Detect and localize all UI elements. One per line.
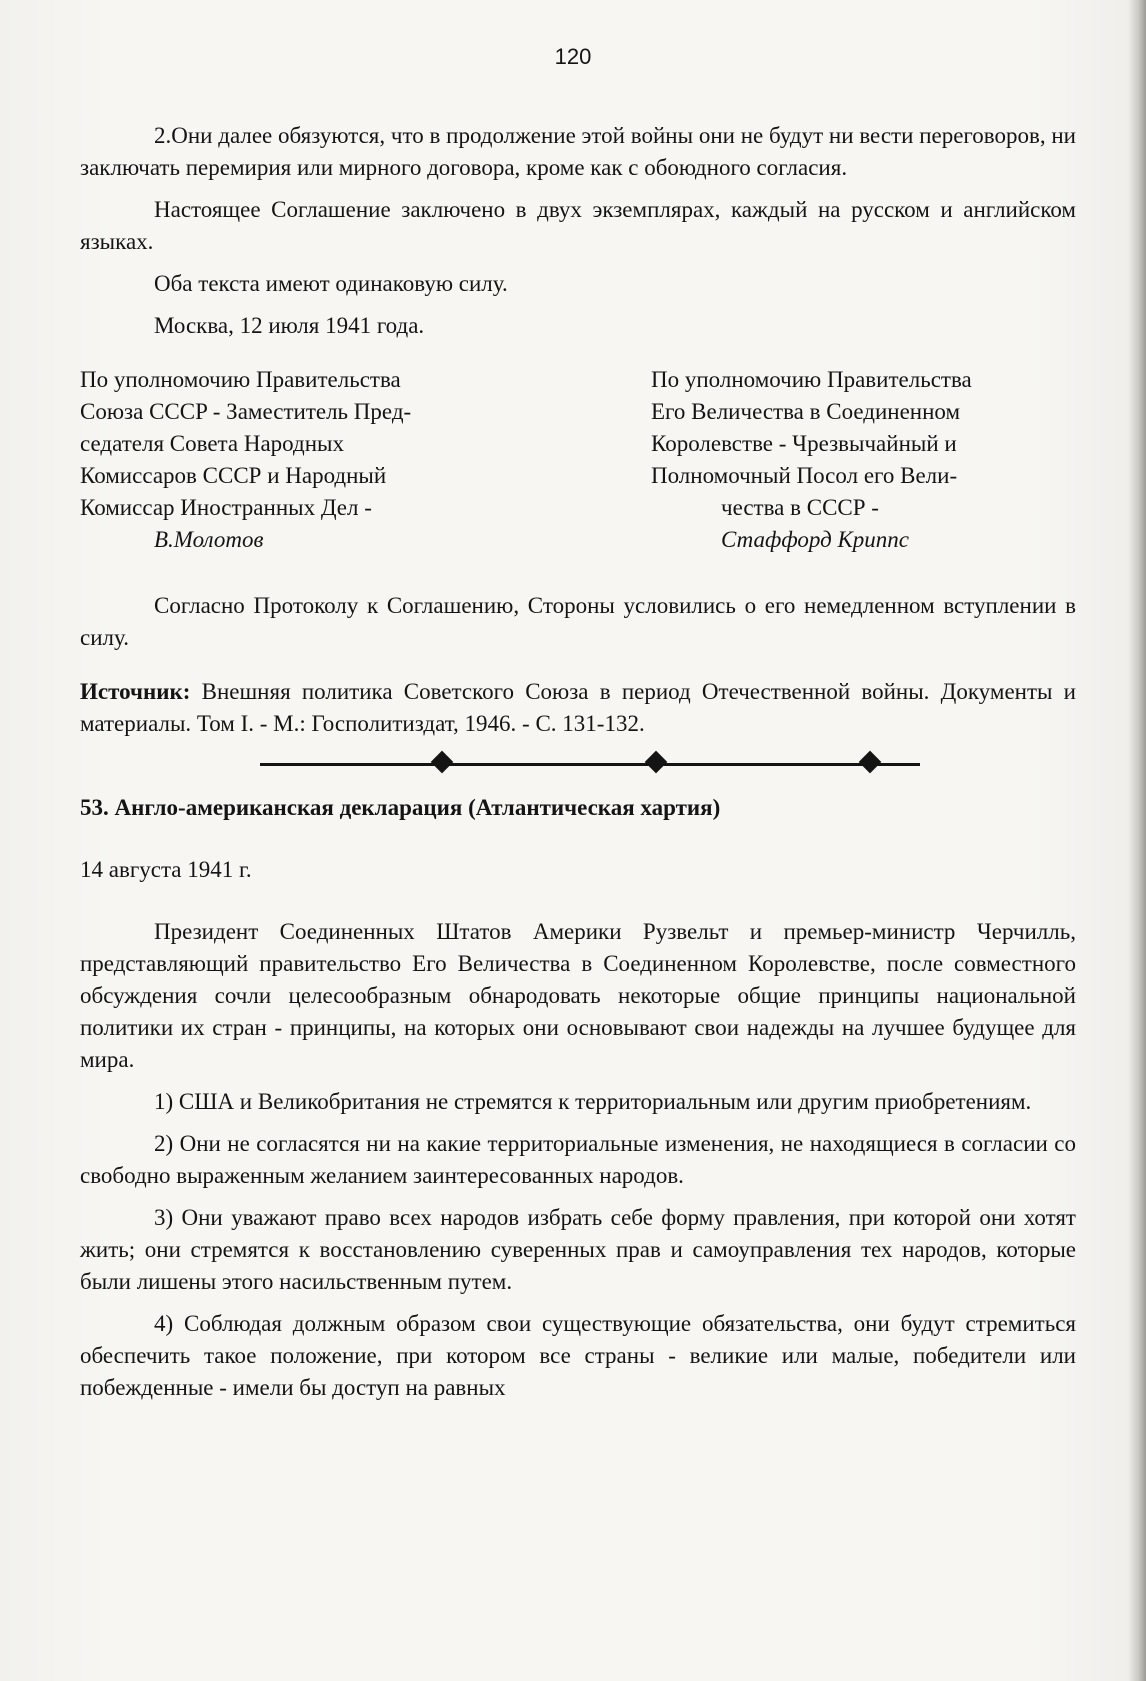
paragraph-point-1: 1) США и Великобритания не стремятся к территориальным или другим приобретениям.: [154, 1089, 1032, 1114]
paragraph-place-date: Москва, 12 июля 1941 года.: [154, 313, 425, 338]
signature-left-line: Комиссар Иностранных Дел -: [80, 495, 372, 520]
source-citation: [80, 676, 1076, 740]
divider-diamond-icon: [431, 751, 454, 774]
paragraph-protocol: Согласно Протоколу к Соглашению, Стороны условились о его немедленном вступлении в силу.: [80, 593, 1076, 650]
signature-left-line: Комиссаров СССР и Народный: [80, 463, 387, 488]
page-edge-shadow: [1128, 0, 1146, 1681]
signature-left-line: седателя Совета Народных: [80, 431, 344, 456]
signature-block: [80, 364, 1076, 556]
paragraph-preamble: Президент Соединенных Штатов Америки Рузвельт и премьер-министр Черчилль, представляющий правительство Его Величества в Соединенном Королевстве, после совместного обсуждения сочли целесообразным обнародовать некоторые общие принципы национальной политики их стран - принципы, на которых они основывают свои надежды на лучшее будущее для мира.: [80, 919, 1076, 1072]
divider-diamond-icon: [859, 751, 882, 774]
page-number: 120: [554, 44, 592, 69]
paragraph-equal-force: Оба текста имеют одинаковую силу.: [154, 271, 508, 296]
signature-right-line: Королевстве - Чрезвычайный и: [651, 431, 957, 456]
paragraph-point-3: 3) Они уважают право всех народов избрать себе форму правления, при которой они хотят жить; они стремятся к восстановлению суверенных прав и самоуправления тех народов, которые были лишены этого насильственным путем.: [80, 1205, 1076, 1294]
signature-left: [80, 364, 530, 556]
paragraph-obligations: 2.Они далее обязуются, что в продолжение этой войны они не будут ни вести переговоров, ни заключать перемирия или мирного договора, кроме как с обоюдного согласия.: [80, 123, 1076, 180]
signature-right-line: Полномочный Посол его Вели-: [651, 463, 958, 488]
section-date: 14 августа 1941 г.: [80, 857, 252, 882]
divider-rule: [260, 763, 920, 766]
document-body: [80, 120, 1076, 1404]
paragraph-point-4: 4) Соблюдая должным образом свои существующие обязательства, они будут стремиться обеспечить такое положение, при котором все страны - великие или малые, победители или побежденные - имели бы доступ на равных: [80, 1311, 1076, 1400]
section-title: 53. Англо-американская декларация (Атлантическая хартия): [80, 795, 721, 820]
divider-diamond-icon: [645, 751, 668, 774]
signature-right: [651, 364, 1076, 556]
signatory-molotov: В.Молотов: [154, 527, 264, 552]
signatory-cripps: Стаффорд Криппс: [721, 527, 909, 552]
paragraph-point-2: 2) Они не согласятся ни на какие территориальные изменения, не находящиеся в согласии со свободно выраженным желанием заинтересованных народов.: [80, 1131, 1076, 1188]
signature-left-line: Союза ССCP - Заместитель Пред-: [80, 399, 412, 424]
source-text: Внешняя политика Советского Союза в период Отечественной войны. Документы и материалы. Том I. - М.: Госполитиздат, 1946. - С. 131-132.: [80, 679, 1076, 736]
paragraph-copies: Настоящее Соглашение заключено в двух экземплярах, каждый на русском и английском языках.: [80, 197, 1076, 254]
signature-right-line: Его Величества в Соединенном: [651, 399, 961, 424]
source-label: Источник:: [80, 679, 191, 704]
signature-left-line: По уполномочию Правительства: [80, 367, 401, 392]
signature-right-line: По уполномочию Правительства: [651, 367, 972, 392]
section-divider: [260, 750, 920, 778]
signature-right-line: чества в СССР -: [721, 495, 879, 520]
